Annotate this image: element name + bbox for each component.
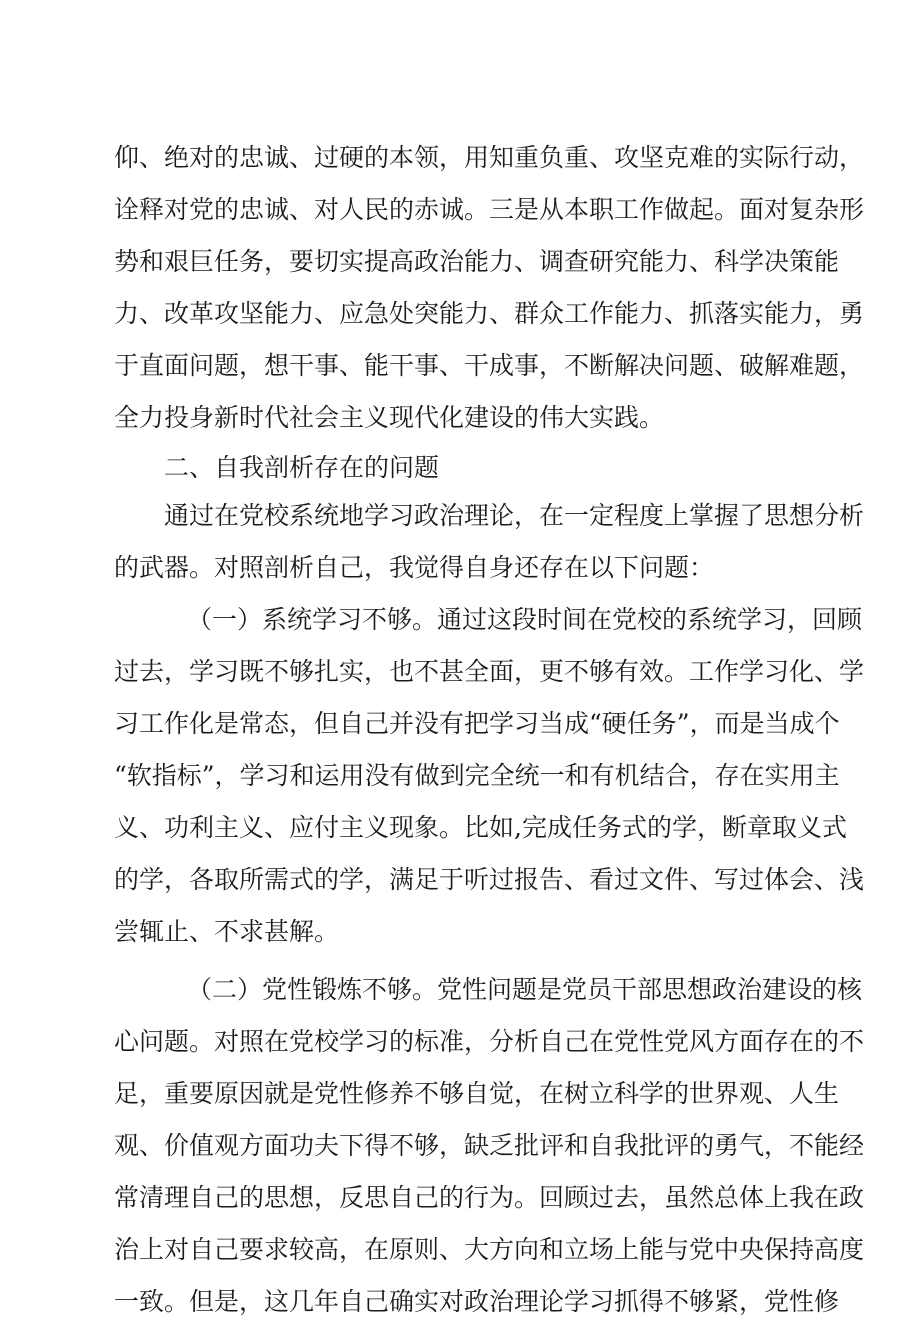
- text-line: 势和艰巨任务，要切实提高政治能力、调查研究能力、科学决策能: [114, 247, 840, 276]
- text-line: 治上对自己要求较高，在原则、大方向和立场上能与党中央保持高度: [114, 1235, 865, 1264]
- text-line: 习工作化是常态，但自己并没有把学习当成“硬任务”，而是当成个: [114, 709, 840, 738]
- text-line: 于直面问题，想干事、能干事、干成事，不断解决问题、破解难题，: [114, 351, 865, 380]
- text-line: 力、改革攻坚能力、应急处突能力、群众工作能力、抓落实能力，勇: [114, 299, 865, 328]
- text-line: “软指标”，学习和运用没有做到完全统一和有机结合，存在实用主: [114, 761, 840, 790]
- text-line: 的武器。对照剖析自己，我觉得自身还存在以下问题：: [114, 553, 715, 582]
- text-line: 诠释对党的忠诚、对人民的赤诚。三是从本职工作做起。面对复杂形: [114, 195, 865, 224]
- subsection-first-line: （二）党性锻炼不够。党性问题是党员干部思想政治建设的核: [187, 975, 863, 1004]
- text-line: 过去，学习既不够扎实，也不甚全面，更不够有效。工作学习化、学: [114, 657, 865, 686]
- text-line: 常清理自己的思想，反思自己的行为。回顾过去，虽然总体上我在政: [114, 1183, 865, 1212]
- text-line: 心问题。对照在党校学习的标准，分析自己在党性党风方面存在的不: [114, 1027, 865, 1056]
- subsection-first-line: （一）系统学习不够。通过这段时间在党校的系统学习，回顾: [187, 605, 863, 634]
- paragraph-first-line: 通过在党校系统地学习政治理论，在一定程度上掌握了思想分析: [164, 501, 865, 530]
- text-line: 尝辄止、不求甚解。: [114, 917, 340, 946]
- text-line: 仰、绝对的忠诚、过硬的本领，用知重负重、攻坚克难的实际行动，: [114, 143, 865, 172]
- text-line: 全力投身新时代社会主义现代化建设的伟大实践。: [114, 403, 665, 432]
- text-line: 足，重要原因就是党性修养不够自觉，在树立科学的世界观、人生: [114, 1079, 840, 1108]
- text-line: 一致。但是，这几年自己确实对政治理论学习抓得不够紧，党性修: [114, 1287, 840, 1316]
- text-line: 义、功利主义、应付主义现象。比如,完成任务式的学，断章取义式: [114, 813, 847, 842]
- text-line: 观、价值观方面功夫下得不够，缺乏批评和自我批评的勇气，不能经: [114, 1131, 865, 1160]
- text-line: 的学，各取所需式的学，满足于听过报告、看过文件、写过体会、浅: [114, 865, 865, 894]
- section-heading: 二、自我剖析存在的问题: [164, 453, 440, 482]
